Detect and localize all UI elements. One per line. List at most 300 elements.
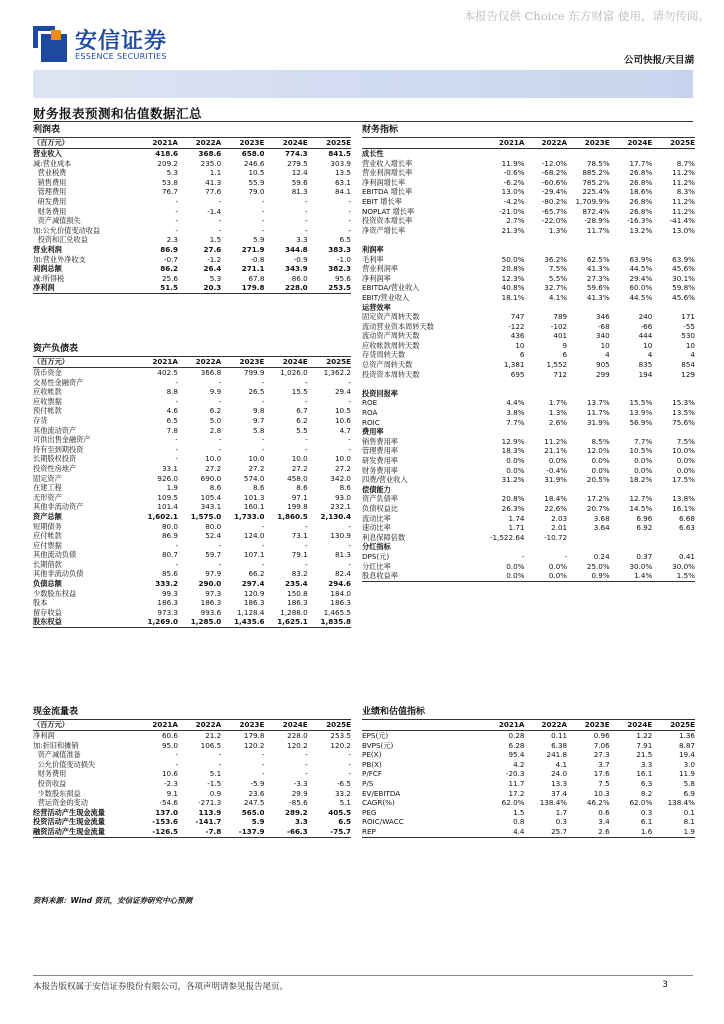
value-cell: 294.6 bbox=[328, 579, 351, 589]
row-label: 减:营业成本 bbox=[33, 158, 72, 168]
value-cell: -16.3% bbox=[626, 216, 653, 226]
row-label: 分红比率 bbox=[362, 561, 391, 571]
value-cell: - bbox=[218, 759, 222, 769]
value-cell: - bbox=[218, 540, 222, 550]
value-cell: 3.4 bbox=[598, 817, 610, 827]
value-cell: 0.0% bbox=[548, 456, 568, 465]
row-label: 销售费用 bbox=[33, 177, 67, 187]
value-cell bbox=[652, 485, 695, 495]
value-cell: 33.2 bbox=[334, 788, 351, 798]
value-cell: 1,381 bbox=[503, 360, 525, 370]
value-cell: 82.4 bbox=[334, 569, 351, 579]
row-label: 费用率 bbox=[362, 427, 384, 437]
value-cell: 6.5 bbox=[166, 415, 178, 425]
table-row bbox=[33, 569, 351, 579]
value-cell: 7.7% bbox=[634, 436, 653, 446]
value-cell: 8.1 bbox=[683, 817, 695, 827]
value-cell: 79.1 bbox=[291, 550, 308, 560]
value-cell: 11.2% bbox=[672, 168, 695, 178]
row-label: 速动比率 bbox=[362, 523, 391, 533]
table-row bbox=[33, 187, 351, 197]
value-cell: 77.6 bbox=[205, 187, 222, 197]
value-cell bbox=[610, 149, 653, 159]
value-cell: 993.6 bbox=[200, 607, 222, 617]
value-cell: 15.3% bbox=[672, 398, 695, 408]
value-cell: 973.3 bbox=[157, 607, 178, 617]
value-cell: 6.9 bbox=[683, 788, 695, 798]
value-cell: 0.0% bbox=[482, 571, 525, 581]
table-row bbox=[33, 168, 351, 178]
value-cell: - bbox=[348, 225, 351, 235]
value-cell: 346 bbox=[596, 312, 610, 322]
table-row bbox=[33, 197, 351, 207]
value-cell: 113.9 bbox=[198, 807, 222, 817]
table-row bbox=[33, 589, 351, 599]
table-row bbox=[33, 159, 351, 169]
value-cell: 299 bbox=[596, 369, 610, 379]
value-cell: 1,128.4 bbox=[237, 607, 265, 617]
value-cell: - bbox=[305, 225, 308, 235]
value-cell: 383.3 bbox=[328, 244, 351, 254]
table-row bbox=[362, 178, 695, 188]
row-label: 在建工程 bbox=[33, 483, 62, 493]
value-cell: -12.0% bbox=[541, 158, 568, 168]
value-cell: 2.8 bbox=[209, 425, 222, 435]
value-cell: -54.6 bbox=[159, 798, 178, 808]
value-cell: 1.9 bbox=[652, 827, 695, 837]
value-cell bbox=[610, 389, 653, 399]
value-cell: 1,026.0 bbox=[280, 368, 308, 377]
row-label: 管理费用率 bbox=[362, 446, 398, 456]
table-row bbox=[362, 437, 695, 447]
row-label: BVPS(元) bbox=[362, 740, 394, 750]
value-cell: 1,362.2 bbox=[323, 368, 351, 377]
value-cell: - bbox=[175, 540, 178, 550]
value-cell: - bbox=[348, 559, 351, 569]
value-cell: 32.7% bbox=[544, 283, 568, 293]
value-cell bbox=[567, 542, 610, 552]
value-cell: 95.6 bbox=[334, 273, 351, 283]
table-row bbox=[33, 789, 351, 799]
row-label: 减:所得税 bbox=[33, 273, 65, 283]
value-cell: 27.2 bbox=[291, 463, 308, 473]
value-cell: 3.7 bbox=[598, 759, 610, 769]
value-cell: 2.01 bbox=[551, 523, 568, 533]
value-cell: 9.1 bbox=[166, 788, 178, 798]
value-cell: 444 bbox=[638, 331, 653, 341]
value-cell: 2.03 bbox=[551, 513, 568, 523]
table-row bbox=[33, 598, 351, 608]
value-cell: 1.9 bbox=[166, 483, 178, 493]
value-cell: - bbox=[175, 196, 178, 206]
value-cell: 8.6 bbox=[209, 483, 222, 493]
row-label: 股本 bbox=[33, 598, 48, 608]
value-cell: 186.3 bbox=[200, 598, 222, 608]
value-cell: 11.2% bbox=[672, 206, 695, 216]
value-cell: 0.0% bbox=[591, 456, 610, 465]
value-cell: 6.2 bbox=[209, 406, 222, 416]
value-cell: 86.0 bbox=[291, 273, 308, 283]
value-cell: 10 bbox=[685, 340, 695, 350]
logo-chinese-name: 安信证券 bbox=[75, 29, 168, 54]
value-cell: 458.0 bbox=[287, 473, 308, 483]
value-cell: 194 bbox=[638, 369, 653, 379]
value-cell: 8.2 bbox=[640, 788, 653, 798]
value-cell bbox=[567, 389, 610, 399]
value-cell: 13.9% bbox=[629, 408, 653, 418]
value-cell: 101.4 bbox=[157, 502, 178, 512]
value-cell: 18.2% bbox=[629, 475, 653, 485]
header-year-cell: 2025E bbox=[308, 720, 351, 731]
value-cell: 271.1 bbox=[241, 264, 265, 274]
value-cell: 25.7 bbox=[525, 827, 568, 837]
value-cell: - bbox=[175, 396, 178, 406]
value-cell: 138.4% bbox=[667, 798, 695, 808]
row-label: 研发费用率 bbox=[362, 456, 398, 465]
value-cell: 83.2 bbox=[291, 569, 308, 579]
value-cell: 80.0 bbox=[161, 521, 178, 531]
value-cell: 3.3 bbox=[296, 235, 308, 245]
value-cell: - bbox=[305, 196, 308, 206]
value-cell: 0.0% bbox=[634, 456, 653, 465]
value-cell: 6.7 bbox=[296, 406, 308, 416]
value-cell: 10.0% bbox=[672, 446, 695, 456]
table-row bbox=[362, 475, 695, 485]
value-cell: 6.3 bbox=[640, 778, 653, 788]
value-cell: 26.8% bbox=[629, 168, 653, 178]
value-cell: 106.5 bbox=[200, 740, 222, 750]
value-cell bbox=[567, 149, 610, 159]
value-cell: 785.2% bbox=[582, 177, 610, 187]
table-row bbox=[33, 493, 351, 503]
value-cell: 27.3% bbox=[586, 273, 610, 283]
table-row bbox=[362, 379, 695, 389]
table-row bbox=[33, 531, 351, 541]
table-row bbox=[362, 760, 695, 770]
row-label: 营业收入增长率 bbox=[362, 158, 413, 168]
value-cell: 0.0% bbox=[676, 456, 695, 465]
row-label: ROIC/WACC bbox=[362, 817, 404, 827]
value-cell: 695 bbox=[510, 369, 525, 379]
value-cell: 5.1 bbox=[209, 769, 222, 779]
value-cell: -65.7% bbox=[541, 206, 568, 216]
value-cell: 530 bbox=[681, 331, 695, 341]
table-row bbox=[33, 579, 351, 589]
value-cell: 186.3 bbox=[330, 598, 351, 608]
row-label: 利息保障倍数 bbox=[362, 532, 406, 542]
value-cell: 20.7% bbox=[586, 503, 610, 513]
value-cell: - bbox=[305, 377, 308, 387]
value-cell: 186.3 bbox=[157, 598, 178, 608]
value-cell: - bbox=[348, 540, 351, 550]
value-cell: 241.8 bbox=[546, 750, 568, 760]
value-cell: -137.9 bbox=[221, 827, 264, 837]
income-statement-table bbox=[33, 137, 351, 294]
value-cell: 11.7 bbox=[508, 778, 525, 788]
value-cell: 10.0 bbox=[248, 454, 265, 464]
value-cell: -66 bbox=[640, 321, 653, 331]
row-label: 投资资本周转天数 bbox=[362, 369, 420, 379]
table-row bbox=[33, 808, 351, 818]
valuation-table bbox=[362, 719, 695, 838]
row-label: 销售费用率 bbox=[362, 436, 398, 446]
value-cell: 11.9% bbox=[501, 158, 525, 168]
value-cell: 2.7% bbox=[506, 216, 525, 226]
value-cell bbox=[652, 235, 695, 245]
header-year-cell: 2024E bbox=[264, 720, 307, 731]
row-label: PE(X) bbox=[362, 750, 382, 760]
value-cell: 62.5% bbox=[586, 254, 610, 264]
value-cell: 18.1% bbox=[501, 292, 525, 302]
value-cell: -75.7 bbox=[308, 827, 351, 837]
row-label: 运营效率 bbox=[362, 302, 391, 312]
value-cell: 12.0% bbox=[586, 446, 610, 456]
value-cell: 86.9 bbox=[161, 531, 178, 541]
row-label: 营业收入 bbox=[33, 149, 62, 158]
value-cell: -6.2% bbox=[503, 177, 525, 187]
value-cell: 45.6% bbox=[672, 292, 695, 302]
value-cell: -80.2% bbox=[541, 196, 568, 206]
table-row bbox=[33, 474, 351, 484]
value-cell: -85.6 bbox=[289, 798, 308, 808]
value-cell: - bbox=[261, 225, 265, 235]
table-row bbox=[33, 406, 351, 416]
value-cell: 7.06 bbox=[593, 740, 610, 750]
financial-ratios-section bbox=[362, 123, 695, 582]
header-unit-cell: （百万元） bbox=[33, 720, 135, 731]
value-cell: 105.4 bbox=[200, 492, 222, 502]
header-unit-cell: （百万元） bbox=[33, 138, 135, 149]
value-cell: 15.5% bbox=[629, 398, 653, 408]
value-cell: 18.4% bbox=[544, 494, 568, 504]
value-cell: 29.4% bbox=[629, 273, 653, 283]
value-cell: -1.2 bbox=[207, 254, 222, 264]
row-label: PB(X) bbox=[362, 759, 382, 769]
row-label: 存货 bbox=[33, 415, 48, 425]
value-cell: -126.5 bbox=[135, 827, 178, 837]
value-cell bbox=[525, 149, 568, 159]
value-cell: -20.3 bbox=[505, 769, 525, 779]
value-cell bbox=[482, 389, 525, 399]
value-cell: 26.5 bbox=[248, 387, 265, 397]
logo-english-name: ESSENCE SECURITIES bbox=[75, 52, 167, 61]
row-label: 负债总额 bbox=[33, 579, 62, 589]
value-cell: 8.6 bbox=[296, 483, 308, 493]
value-cell: 17.2% bbox=[586, 494, 610, 504]
value-cell: 56.9% bbox=[629, 417, 653, 427]
value-cell: - bbox=[305, 750, 308, 760]
value-cell: 6 bbox=[519, 350, 525, 360]
value-cell: 10.5 bbox=[334, 406, 351, 416]
value-cell: 13.0% bbox=[672, 225, 695, 235]
value-cell: 289.2 bbox=[284, 807, 308, 817]
table-row bbox=[33, 274, 351, 284]
row-label: PEG bbox=[362, 807, 377, 817]
value-cell: 55.9 bbox=[248, 177, 265, 187]
value-cell: - bbox=[348, 769, 351, 779]
value-cell: 0.3 bbox=[555, 817, 568, 827]
table-row bbox=[33, 522, 351, 532]
value-cell: 209.2 bbox=[157, 158, 178, 168]
table-row bbox=[33, 798, 351, 808]
value-cell: 5.3 bbox=[166, 168, 178, 178]
table-row bbox=[33, 731, 351, 741]
value-cell bbox=[652, 389, 695, 399]
value-cell: 225.4% bbox=[582, 187, 610, 197]
value-cell: 0.0% bbox=[525, 571, 568, 581]
value-cell: 62.0% bbox=[629, 798, 653, 808]
table-row bbox=[362, 293, 695, 303]
table-row bbox=[362, 494, 695, 504]
value-cell: 179.8 bbox=[243, 731, 265, 740]
value-cell: 8.5% bbox=[591, 436, 610, 446]
table-row bbox=[33, 397, 351, 407]
table-row bbox=[362, 446, 695, 456]
value-cell: 905 bbox=[596, 360, 610, 370]
value-cell: - bbox=[175, 750, 178, 760]
balance-sheet-table bbox=[33, 356, 351, 628]
value-cell: - bbox=[348, 750, 351, 760]
value-cell: 46.2% bbox=[586, 798, 610, 808]
row-label: CAGR(%) bbox=[362, 798, 395, 808]
row-label: 净利润增长率 bbox=[362, 177, 406, 187]
row-label: 股息收益率 bbox=[362, 571, 482, 581]
table-row bbox=[33, 541, 351, 551]
table-row bbox=[362, 197, 695, 207]
value-cell bbox=[567, 533, 610, 543]
value-cell: - bbox=[305, 216, 308, 226]
table-header-row bbox=[362, 138, 695, 149]
row-label bbox=[362, 379, 482, 389]
value-cell: 40.8% bbox=[501, 283, 525, 293]
value-cell: 15.5 bbox=[291, 387, 308, 397]
table-row bbox=[33, 760, 351, 770]
value-cell: 4.4% bbox=[506, 398, 525, 408]
value-cell: 75.6% bbox=[672, 417, 695, 427]
row-label: 流动营业资本周转天数 bbox=[362, 321, 434, 331]
table-row bbox=[362, 187, 695, 197]
row-label: 营业利润增长率 bbox=[362, 168, 413, 178]
value-cell: - bbox=[305, 769, 308, 779]
value-cell: 1.1 bbox=[209, 168, 222, 178]
header-year-cell: 2024E bbox=[264, 138, 307, 149]
value-cell bbox=[525, 303, 568, 313]
value-cell: 418.6 bbox=[155, 149, 178, 158]
value-cell: 1,860.5 bbox=[277, 511, 308, 521]
value-cell: 5.8 bbox=[683, 778, 695, 788]
value-cell: 8.8 bbox=[166, 387, 178, 397]
row-label: 投资和汇兑收益 bbox=[33, 235, 88, 245]
row-label: 投资性房地产 bbox=[33, 463, 77, 473]
value-cell: 4.6 bbox=[166, 406, 178, 416]
table-row bbox=[362, 408, 695, 418]
row-label: 资产减值准备 bbox=[33, 750, 81, 760]
value-cell: 59.7 bbox=[205, 550, 222, 560]
value-cell: 3.8% bbox=[506, 408, 525, 418]
value-cell: - bbox=[305, 444, 308, 454]
value-cell: 3.3 bbox=[640, 759, 653, 769]
value-cell: 235.0 bbox=[200, 158, 222, 168]
value-cell bbox=[525, 485, 568, 495]
value-cell: - bbox=[218, 216, 222, 226]
value-cell: 24.0 bbox=[551, 769, 568, 779]
value-cell: 20.8% bbox=[501, 264, 525, 274]
value-cell: 23.6 bbox=[248, 788, 265, 798]
table-row bbox=[362, 731, 695, 741]
value-cell: 26.8% bbox=[629, 177, 653, 187]
value-cell: 41.3% bbox=[586, 264, 610, 274]
value-cell: 2,130.4 bbox=[320, 511, 351, 521]
table-row bbox=[33, 560, 351, 570]
value-cell: -6.5 bbox=[336, 778, 351, 788]
table-row bbox=[33, 769, 351, 779]
value-cell: 228.0 bbox=[287, 731, 308, 740]
row-label: 加:营业外净收支 bbox=[33, 254, 86, 264]
value-cell: - bbox=[218, 435, 222, 445]
value-cell: 26.3% bbox=[501, 503, 525, 513]
header-year-cell: 2023E bbox=[221, 138, 264, 149]
value-cell: 297.4 bbox=[241, 579, 265, 589]
value-cell: 11.9 bbox=[678, 769, 695, 779]
table-row bbox=[33, 368, 351, 378]
value-cell: - bbox=[348, 206, 351, 216]
value-cell: -68 bbox=[597, 321, 610, 331]
value-cell: 0.0% bbox=[506, 456, 525, 465]
value-cell: 21.3% bbox=[501, 225, 525, 235]
value-cell bbox=[567, 235, 610, 245]
value-cell: 235.4 bbox=[284, 579, 308, 589]
value-cell: 333.2 bbox=[155, 579, 178, 589]
valuation-section bbox=[362, 705, 695, 838]
value-cell: 8.3% bbox=[676, 187, 695, 197]
value-cell: 0.0% bbox=[634, 465, 653, 475]
table-row bbox=[33, 608, 351, 618]
value-cell: 4.4 bbox=[482, 827, 525, 837]
value-cell bbox=[567, 427, 610, 437]
row-label: EBITDA 增长率 bbox=[362, 187, 413, 197]
value-cell: 101.3 bbox=[243, 492, 265, 502]
value-cell: 565.0 bbox=[241, 807, 265, 817]
value-cell: 1.36 bbox=[678, 731, 695, 740]
value-cell: 16.1% bbox=[672, 503, 695, 513]
row-label: 存货周转天数 bbox=[362, 350, 406, 360]
row-label: 流动比率 bbox=[362, 513, 391, 523]
value-cell: 6.68 bbox=[678, 513, 695, 523]
value-cell: - bbox=[305, 521, 308, 531]
header-year-cell: 2021A bbox=[482, 720, 525, 731]
row-label: 预付帐款 bbox=[33, 406, 62, 416]
value-cell: 747 bbox=[510, 312, 525, 322]
value-cell: -21.0% bbox=[499, 206, 525, 216]
value-cell: 11.7% bbox=[586, 408, 610, 418]
balance-sheet-section bbox=[33, 342, 351, 628]
table-row bbox=[362, 168, 695, 178]
value-cell: - bbox=[348, 396, 351, 406]
value-cell: 3.0 bbox=[683, 759, 695, 769]
value-cell: 20.5% bbox=[586, 475, 610, 485]
value-cell: 4.1% bbox=[548, 292, 568, 302]
value-cell: 10 bbox=[515, 340, 525, 350]
value-cell: 6.96 bbox=[636, 513, 653, 523]
value-cell: 5.9 bbox=[251, 817, 265, 827]
row-label: 净利润率 bbox=[362, 273, 391, 283]
value-cell: 574.0 bbox=[243, 473, 265, 483]
value-cell: 186.3 bbox=[287, 598, 308, 608]
row-label: 负债权益比 bbox=[362, 503, 398, 513]
value-cell: 6.92 bbox=[636, 523, 653, 533]
value-cell: 658.0 bbox=[241, 149, 265, 158]
row-label: 四费/营业收入 bbox=[362, 475, 408, 485]
